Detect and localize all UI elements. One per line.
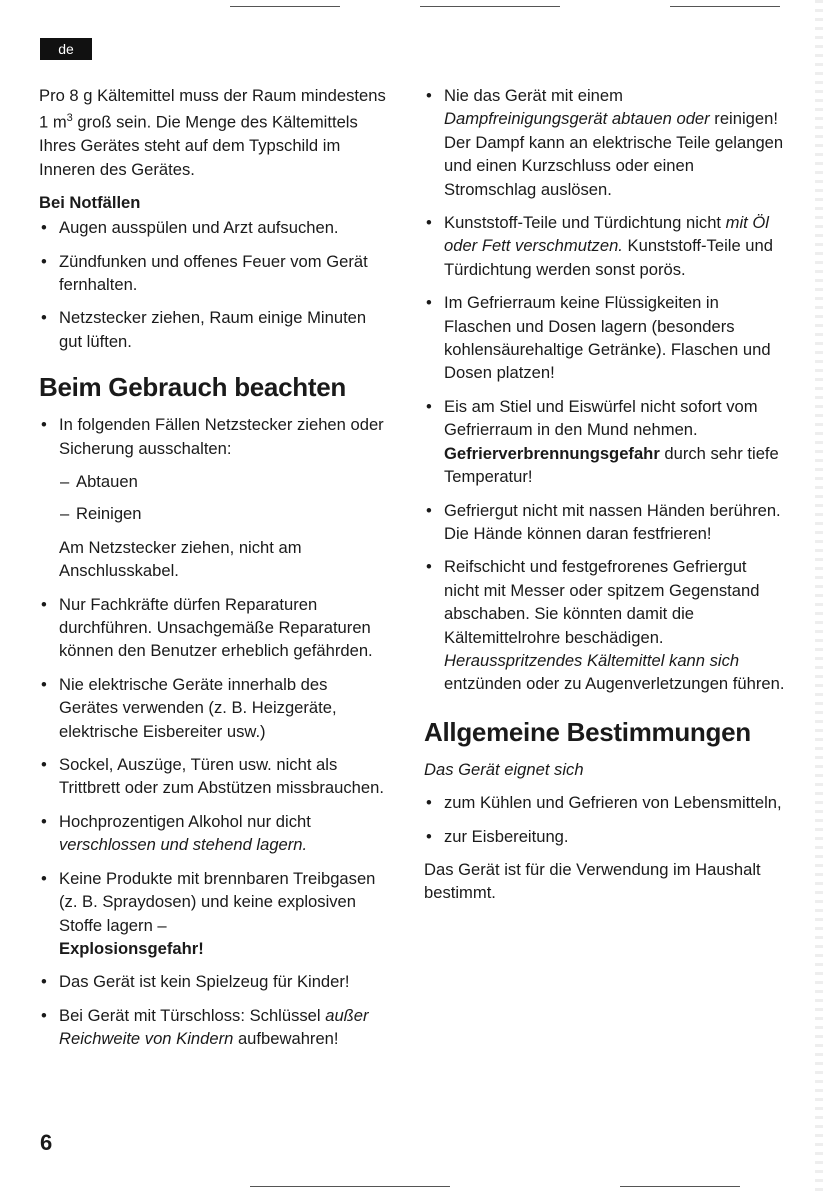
list-item: • zur Eisbereitung. [426, 826, 569, 846]
unplug-note: Am Netzstecker ziehen, nicht am Anschlusskabel. [59, 537, 302, 581]
list-item: – Reinigen [60, 504, 142, 524]
left-column [39, 84, 391, 1061]
scan-artifact-rule [250, 1186, 450, 1187]
usage-list-continued [39, 593, 391, 1051]
list-item: • Gefriergut nicht mit nassen Händen berühren. Die Hände können daran festfrieren! [426, 500, 781, 543]
scan-edge-artifact [815, 0, 823, 1191]
section-heading-general: Allgemeine Bestimmungen [424, 716, 751, 747]
list-item: • Reifschicht und festgefrorenes Gefriergut nicht mit Messer oder spitzem Gegenstand abschaben. Sie könnten damit die Kältemittelrohre beschädigen. Herausspritzendes Kältemittel kann sich entzünden oder zu Augenverletzungen führen. [426, 557, 785, 694]
usage-list-right [424, 84, 786, 696]
list-item: • Im Gefrierraum keine Flüssigkeiten in Flaschen und Dosen lagern (besonders kohlensäurehaltige Getränke). Flaschen und Dosen platzen! [426, 293, 771, 383]
list-item: • Zündfunken und offenes Feuer vom Gerät fernhalten. [41, 251, 368, 294]
list-item: • zum Kühlen und Gefrieren von Lebensmitteln, [426, 793, 782, 813]
scan-artifact-rule [420, 6, 560, 7]
list-item: • Hochprozentigen Alkohol nur dicht verschlossen und stehend lagern. [41, 811, 311, 855]
list-item: • Das Gerät ist kein Spielzeug für Kinder! [41, 972, 350, 992]
scan-artifact-rule [230, 6, 340, 7]
section-heading-usage: Beim Gebrauch beachten [39, 372, 346, 403]
intro-paragraph: Pro 8 g Kältemittel muss der Raum mindestens 1 $m^3$ groß sein. Die Menge des Kältemittels Ihres Gerätes steht auf dem Typschild im Inneren des Gerätes. [39, 86, 386, 179]
list-item: • In folgenden Fällen Netzstecker ziehen oder Sicherung ausschalten: [41, 415, 384, 458]
language-badge: de [40, 38, 92, 60]
scan-artifact-rule [670, 6, 780, 7]
page-number: 6 [40, 1130, 53, 1155]
unplug-cases-list [39, 470, 391, 526]
explosion-warning: Explosionsgefahr! [59, 938, 204, 958]
right-column [424, 84, 786, 915]
scan-artifact-rule [620, 1186, 740, 1187]
list-item: • Eis am Stiel und Eiswürfel nicht sofort vom Gefrierraum in den Mund nehmen. Gefrierverbrennungsgefahr durch sehr tiefe Temperatur! [426, 396, 779, 487]
list-item: • Nur Fachkräfte dürfen Reparaturen durchführen. Unsachgemäße Reparaturen können den Benutzer erheblich gefährden. [41, 594, 373, 661]
list-item: • Keine Produkte mit brennbaren Treibgasen (z. B. Spraydosen) und keine explosiven Stoffe lagern – Explosionsgefahr! [41, 868, 376, 958]
list-item: • Kunststoff-Teile und Türdichtung nicht mit Öl oder Fett verschmutzen. Kunststoff-Teile und Türdichtung werden sonst porös. [426, 213, 773, 279]
emergency-heading: Bei Notfällen [39, 193, 141, 213]
list-item: – Abtauen [60, 472, 138, 491]
suitable-intro: Das Gerät eignet sich [424, 759, 584, 779]
list-item: • Bei Gerät mit Türschloss: Schlüssel außer Reichweite von Kindern aufbewahren! [41, 1005, 369, 1049]
list-item: • Nie elektrische Geräte innerhalb des Gerätes verwenden (z. B. Heizgeräte, elektrische Eisbereiter usw.) [41, 674, 337, 741]
household-note: Das Gerät ist für die Verwendung im Haushalt bestimmt. [424, 859, 761, 903]
emergency-list [39, 216, 391, 353]
list-item: • Augen ausspülen und Arzt aufsuchen. [41, 218, 339, 238]
list-item: • Netzstecker ziehen, Raum einige Minuten gut lüften. [41, 308, 367, 351]
suitable-list [424, 791, 786, 848]
list-item: • Sockel, Auszüge, Türen usw. nicht als Trittbrett oder zum Abstützen missbrauchen. [41, 755, 384, 798]
usage-list [39, 413, 391, 460]
list-item: • Nie das Gerät mit einem Dampfreinigungsgerät abtauen oder reinigen! Der Dampf kann an elektrische Teile gelangen und einen Kurzschluss oder einen Stromschlag auslösen. [426, 86, 784, 199]
